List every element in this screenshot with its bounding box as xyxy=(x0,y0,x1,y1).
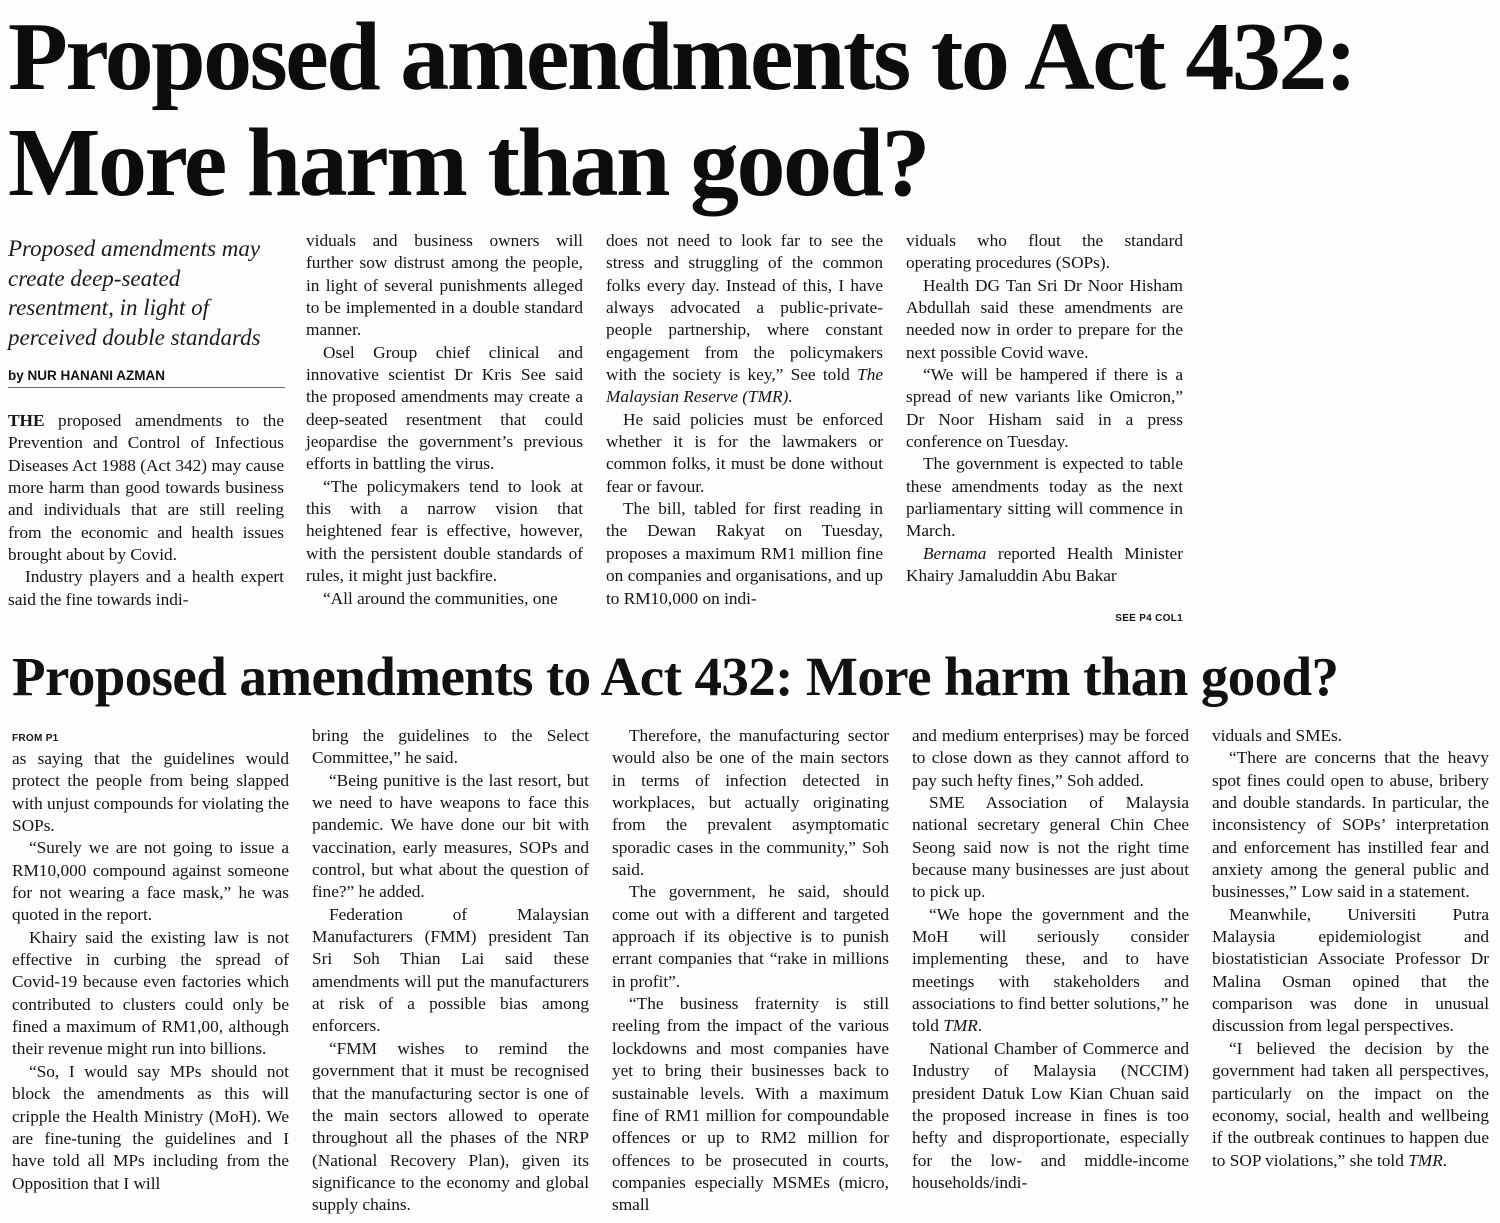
paragraph: National Chamber of Commerce and Industry of Malaysia (NCCIM) president Datuk Low Kian Chuan said the proposed increase in fines is too hefty and disproportionate, especially for the low- and middle-income households/indi- xyxy=(912,1038,1189,1192)
paragraph: bring the guidelines to the Select Committee,” he said. xyxy=(312,726,589,768)
paragraph: “FMM wishes to remind the government that it must be recognised that the manufacturing sector is one of the main sectors allowed to operate throughout all the phases of the NRP (National Recovery Plan), given its significance to the economy and global supply chains. xyxy=(312,1038,589,1215)
paragraph: “All around the communities, one xyxy=(323,588,558,608)
paragraph xyxy=(1212,1038,1489,1172)
from-reference: FROM P1 xyxy=(12,733,59,744)
headline-line-1: Proposed amendments to Act 432: xyxy=(8,3,1356,111)
headline-line-2: More harm than good? xyxy=(8,109,928,217)
publication-name: TMR xyxy=(943,1016,978,1036)
paragraph: viduals who flout the standard operating procedures (SOPs). xyxy=(906,231,1183,273)
paragraph: Therefore, the manufacturing sector would also be one of the main sectors in terms of infection detected in workplaces, but actually originating from the prevalent asymptomatic sporadic cases in the community,” Soh said. xyxy=(612,726,889,880)
lead-text: proposed amendments to the Prevention and Control of Infectious Diseases Act 1988 (Act 342) may cause more harm than good towards business and individuals that are still reeling from the economic and health issues brought about by Covid. xyxy=(8,411,284,565)
paragraph: Federation of Malaysian Manufacturers (FMM) president Tan Sri Soh Thian Lai said these amendments will put the manufacturers at risk of a possible bias among enforcers. xyxy=(312,904,589,1036)
paragraph xyxy=(906,543,1183,588)
paragraph xyxy=(912,904,1189,1038)
paragraph: Health DG Tan Sri Dr Noor Hisham Abdullah said these amendments are needed now in order to prepare for the next possible Covid wave. xyxy=(906,275,1183,362)
continued-column-2 xyxy=(312,725,589,1217)
paragraph: viduals and business owners will further sow distrust among the people, in light of several punishments alleged to be implemented in a double standard manner. xyxy=(306,231,583,340)
punctuation: . xyxy=(977,1016,983,1036)
continued-column-1 xyxy=(12,748,289,1195)
article-column-3 xyxy=(606,230,883,610)
paragraph: Osel Group chief clinical and innovative scientist Dr Kris See said the proposed amendments may create a deep-seated resentment that could jeopardise the government’s previous efforts in battling the virus. xyxy=(306,342,583,474)
paragraph: and medium enterprises) may be forced to close down as they cannot afford to pay such hefty fines,” Soh added. xyxy=(912,726,1189,790)
lead-paragraph xyxy=(8,410,284,566)
paragraph: He said policies must be enforced whether it is for the lawmakers or common folks, it must be done without fear or favour. xyxy=(606,409,883,496)
paragraph-text: does not need to look far to see the stress and struggling of the common folks every day. Instead of this, I have always advocated a public-private-people partnership, where constant engagement from the policymakers with the society is key,” See told xyxy=(606,231,883,385)
paragraph: SME Association of Malaysia national secretary general Chin Chee Seong said now is not the right time because many businesses are just about to pick up. xyxy=(912,793,1189,902)
paragraph: The government is expected to table these amendments today as the next parliamentary sitting will commence in March. xyxy=(906,454,1183,541)
byline: by NUR HANANI AZMAN xyxy=(8,368,285,388)
paragraph: “Being punitive is the last resort, but we need to have weapons to face this pandemic. We have done our bit with vaccination, early measures, SOPs and control, but what about the question of fine?” he added. xyxy=(312,770,589,902)
paragraph xyxy=(606,230,883,409)
paragraph: “So, I would say MPs should not block the amendments as this will cripple the Health Ministry (MoH). We are fine-tuning the guidelines and I have told all MPs including from the Opposition that I will xyxy=(12,1061,289,1193)
continuation-reference: SEE P4 COL1 xyxy=(1115,613,1183,624)
continued-column-4 xyxy=(912,725,1189,1194)
article-column-1 xyxy=(8,410,284,611)
paragraph-text: “We hope the government and the MoH will seriously consider implementing these, and to have meetings with stakeholders and associations to find better solutions,” he told xyxy=(912,904,1189,1036)
paragraph: “The business fraternity is still reeling from the impact of the various lockdowns and most companies have yet to bring their businesses back to sustainable levels. With a maximum fine of RM1 million for compoundable offences or up to RM2 million for offences to be prosecuted in courts, companies especially MSMEs (micro, small xyxy=(612,994,889,1215)
continued-column-3 xyxy=(612,725,889,1217)
paragraph: “The policymakers tend to look at this with a narrow vision that heightened fear is effective, however, with the persistent double standards of rules, it might just backfire. xyxy=(306,476,583,586)
article-column-2 xyxy=(306,230,583,610)
paragraph: “We will be hampered if there is a spread of new variants like Omicron,” Dr Noor Hisham said in a press conference on Tuesday. xyxy=(906,365,1183,452)
standfirst: Proposed amendments may create deep-seated resentment, in light of perceived double standards xyxy=(8,236,261,350)
publication-name: TMR xyxy=(1408,1150,1443,1170)
paragraph: “There are concerns that the heavy spot fines could open to abuse, bribery and double standards. In particular, the inconsistency of SOPs’ interpretation and enforcement has instilled fear and anxiety among the general public and businesses,” Low said in a statement. xyxy=(1212,748,1489,902)
continued-column-5 xyxy=(1212,725,1489,1172)
paragraph: Meanwhile, Universiti Putra Malaysia epidemiologist and biostatistician Associate Professor Dr Malina Osman opined that the comparison was done in unusual discussion from legal perspectives. xyxy=(1212,904,1489,1036)
headline xyxy=(8,3,1356,217)
punctuation: . xyxy=(1442,1150,1448,1170)
continued-headline: Proposed amendments to Act 432: More harm than good? xyxy=(12,646,1339,707)
paragraph: as saying that the guidelines would protect the people from being slapped with unjust compounds for violating the SOPs. xyxy=(12,749,289,836)
source-name: Bernama xyxy=(923,543,987,563)
article-column-4 xyxy=(906,230,1183,588)
paragraph: “Surely we are not going to issue a RM10,000 compound against someone for not wearing a face mask,” he was quoted in the report. xyxy=(12,838,289,925)
paragraph: The government, he said, should come out with a different and targeted approach if its objective is to punish errant companies that “rake in millions in profit”. xyxy=(612,882,889,991)
lead-word: THE xyxy=(8,411,45,430)
paragraph-text: reported Health Minister Khairy Jamaluddin Abu Bakar xyxy=(906,543,1183,586)
publication-name: The Malaysian Reserve (TMR). xyxy=(606,365,883,407)
paragraph-text: “I believed the decision by the government had taken all perspectives, particularly on the impact on the economy, social, health and wellbeing if the outbreak continues to happen due to SOP violations,” she told xyxy=(1212,1038,1489,1170)
paragraph: Khairy said the existing law is not effective in curbing the spread of Covid-19 because even factories which contributed to clusters could only be fined a maximum of RM1,00, although their revenue might run into billions. xyxy=(12,927,289,1059)
paragraph: viduals and SMEs. xyxy=(1212,726,1343,745)
paragraph: The bill, tabled for first reading in the Dewan Rakyat on Tuesday, proposes a maximum RM1 million fine on companies and organisations, and up to RM10,000 on indi- xyxy=(606,499,883,608)
paragraph: Industry players and a health expert said the fine towards indi- xyxy=(8,567,284,609)
